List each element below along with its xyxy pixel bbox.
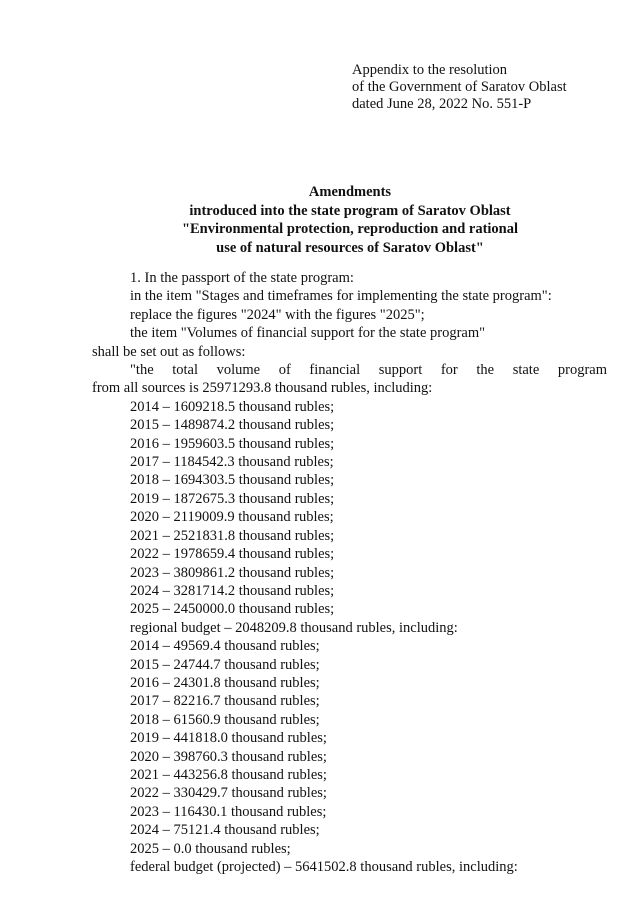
total-year-item: 2024 – 3281714.2 thousand rubles; <box>130 582 335 599</box>
total-year-item: 2025 – 2450000.0 thousand rubles; <box>130 601 335 618</box>
document-body <box>92 269 607 876</box>
regional-year-item: 2014 – 49569.4 thousand rubles; <box>130 638 320 655</box>
title-line-1: Amendments <box>308 184 392 200</box>
regional-year-item: 2024 – 75121.4 thousand rubles; <box>130 822 320 839</box>
document-title <box>60 183 640 257</box>
regional-years-list <box>92 637 607 858</box>
regional-year-item: 2019 – 441818.0 thousand rubles; <box>130 730 327 747</box>
paragraph-financing-item: the item "Volumes of financial support for the state program" <box>130 325 486 342</box>
regional-year-item: 2022 – 330429.7 thousand rubles; <box>130 785 327 802</box>
regional-year-item: 2018 – 61560.9 thousand rubles; <box>130 711 320 728</box>
paragraph-total-line-1: "the total volume of financial support for the state program <box>130 362 607 379</box>
total-year-item: 2020 – 2119009.9 thousand rubles; <box>130 509 334 526</box>
regional-year-item: 2017 – 82216.7 thousand rubles; <box>130 693 320 710</box>
title-line-4: use of natural resources of Saratov Oblast" <box>216 239 484 256</box>
total-year-item: 2015 – 1489874.2 thousand rubles; <box>130 417 335 434</box>
appendix-line-3: dated June 28, 2022 No. 551-P <box>352 96 532 112</box>
total-year-item: 2023 – 3809861.2 thousand rubles; <box>130 564 335 581</box>
total-year-item: 2017 – 1184542.3 thousand rubles; <box>130 454 334 471</box>
total-year-item: 2021 – 2521831.8 thousand rubles; <box>130 527 335 544</box>
total-years-list <box>92 398 607 619</box>
regional-year-item: 2023 – 116430.1 thousand rubles; <box>130 803 327 820</box>
title-line-2: introduced into the state program of Saratov Oblast <box>189 202 511 219</box>
total-year-item: 2016 – 1959603.5 thousand rubles; <box>130 435 335 452</box>
total-year-item: 2022 – 1978659.4 thousand rubles; <box>130 546 335 563</box>
federal-budget-header: federal budget (projected) – 5641502.8 thousand rubles, including: <box>130 859 518 875</box>
paragraph-total-line-2: from all sources is 25971293.8 thousand rubles, including: <box>92 380 433 397</box>
regional-year-item: 2021 – 443256.8 thousand rubles; <box>130 766 327 783</box>
regional-year-item: 2016 – 24301.8 thousand rubles; <box>130 674 320 691</box>
appendix-block <box>352 62 567 113</box>
appendix-line-1: Appendix to the resolution <box>352 62 508 78</box>
title-line-3: "Environmental protection, reproduction and rational <box>181 221 519 237</box>
total-year-item: 2019 – 1872675.3 thousand rubles; <box>130 490 335 507</box>
regional-budget-header: regional budget – 2048209.8 thousand rubles, including: <box>130 619 458 636</box>
regional-year-item: 2020 – 398760.3 thousand rubles; <box>130 748 327 765</box>
total-year-item: 2018 – 1694303.5 thousand rubles; <box>130 472 335 489</box>
regional-year-item: 2015 – 24744.7 thousand rubles; <box>130 656 320 673</box>
paragraph-passport: 1. In the passport of the state program: <box>130 270 354 286</box>
regional-year-item: 2025 – 0.0 thousand rubles; <box>130 840 291 857</box>
appendix-line-2: of the Government of Saratov Oblast <box>352 79 567 95</box>
paragraph-stages-item: in the item "Stages and timeframes for implementing the state program": <box>130 288 552 305</box>
paragraph-new-wording: shall be set out as follows: <box>92 343 246 360</box>
paragraph-replace-figures: replace the figures "2024" with the figures "2025"; <box>130 306 425 323</box>
total-year-item: 2014 – 1609218.5 thousand rubles; <box>130 398 335 415</box>
